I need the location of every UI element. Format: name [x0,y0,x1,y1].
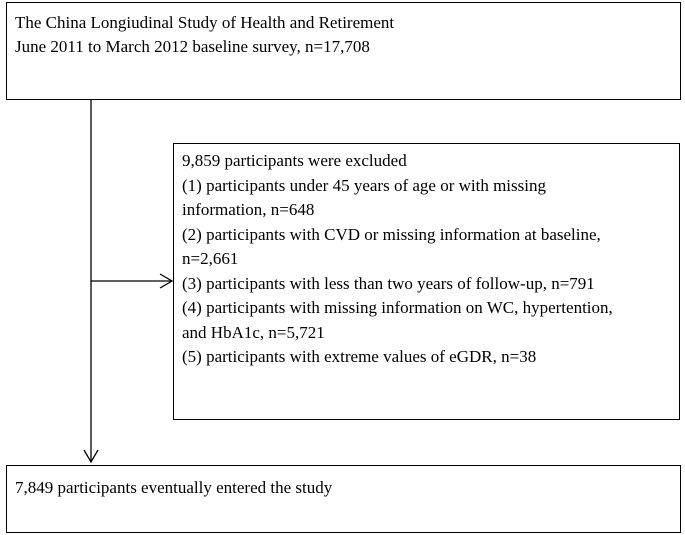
right-arrowhead-icon [160,274,172,288]
exclusion-item-3: (3) participants with less than two years of follow-up, n=791 [182,273,595,293]
exclusion-item-1: (1) participants under 45 years of age or with missing [182,175,546,195]
final-cohort-box [6,465,681,533]
exclusion-item-1-cont: information, n=648 [182,200,315,219]
exclusion-item-5: (5) participants with extreme values of eGDR, n=38 [182,347,537,366]
baseline-cohort-box [6,2,681,100]
down-arrowhead-icon [84,450,98,462]
exclusion-item-4: (4) participants with missing information on WC, hypertention, [182,298,613,317]
study-title: The China Longiudinal Study of Health and Retirement [15,13,395,32]
exclusion-item-2-cont: n=2,661 [182,249,239,268]
exclusion-item-4-cont: and HbA1c, n=5,721 [182,322,325,342]
exclusion-header: 9,859 participants were excluded [182,151,407,170]
baseline-survey-text: June 2011 to March 2012 baseline survey, n=17,708 [15,37,370,56]
exclusion-item-2: (2) participants with CVD or missing information at baseline, [182,224,601,244]
final-cohort-text: 7,849 participants eventually entered the study [15,478,333,497]
exclusion-criteria-box [173,143,680,420]
